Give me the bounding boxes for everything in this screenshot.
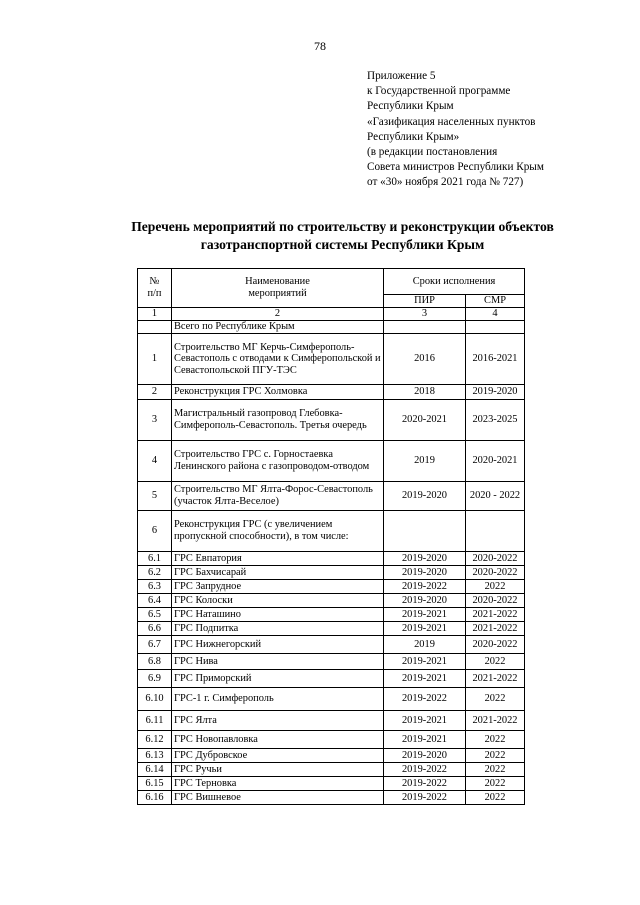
table-row [138,400,525,441]
header-deadlines: Сроки исполнения [384,269,525,295]
row-name: ГРС Ручьи [172,763,384,777]
row-smr: 2022 [466,731,525,749]
table-row [138,622,525,636]
total-label: Всего по Республике Крым [172,321,384,334]
row-smr: 2022 [466,654,525,670]
row-smr: 2022 [466,749,525,763]
row-name: ГРС Запрудное [172,580,384,594]
row-smr: 2020 - 2022 [466,482,525,511]
total-pir-cell [384,321,466,334]
table-row [138,566,525,580]
row-smr [466,511,525,552]
row-num: 6.14 [138,763,172,777]
row-name: ГРС-1 г. Симферополь [172,688,384,711]
table-row [138,688,525,711]
row-name: Строительство МГ Керчь-Симферополь-Севастополь с отводами к Симферопольской и Севастопольской ПГУ-ТЭС [172,334,384,385]
row-num: 3 [138,400,172,441]
table-row [138,777,525,791]
row-num: 6.10 [138,688,172,711]
row-num: 6 [138,511,172,552]
appendix-line: от «30» ноября 2021 года № 727) [367,176,524,189]
table-row [138,791,525,805]
row-name: ГРС Вишневое [172,791,384,805]
row-name: ГРС Наташино [172,608,384,622]
row-num: 6.6 [138,622,172,636]
row-smr: 2021-2022 [466,608,525,622]
appendix-line: Республики Крым [367,100,454,113]
page-number: 78 [314,39,326,53]
row-name: ГРС Нива [172,654,384,670]
header-smr: СМР [466,294,525,307]
title-line: газотранспортной системы Республики Крым [200,237,485,252]
row-name: ГРС Бахчисарай [172,566,384,580]
row-pir: 2020-2021 [384,400,466,441]
row-pir: 2019-2020 [384,749,466,763]
table-header-row [138,269,525,295]
row-pir: 2019-2020 [384,482,466,511]
row-name: ГРС Дубровское [172,749,384,763]
table-row [138,552,525,566]
row-pir: 2018 [384,385,466,400]
row-smr: 2020-2022 [466,594,525,608]
column-number: 2 [172,308,384,321]
appendix-block [367,69,617,191]
appendix-line: к Государственной программе [367,85,511,98]
table-row [138,482,525,511]
appendix-line: Республики Крым» [367,130,460,143]
row-pir: 2019-2021 [384,670,466,688]
row-pir: 2019-2021 [384,608,466,622]
row-num: 6.7 [138,636,172,654]
row-num: 6.8 [138,654,172,670]
row-num: 5 [138,482,172,511]
row-pir: 2019-2021 [384,622,466,636]
row-name: Реконструкция ГРС Холмовка [172,385,384,400]
row-pir: 2019-2021 [384,731,466,749]
row-num: 6.13 [138,749,172,763]
row-smr: 2020-2022 [466,552,525,566]
document-title [60,218,625,254]
row-name: Реконструкция ГРС (с увеличением пропускной способности), в том числе: [172,511,384,552]
row-smr: 2021-2022 [466,622,525,636]
row-pir: 2019-2020 [384,552,466,566]
row-smr: 2020-2022 [466,636,525,654]
row-name: ГРС Нижнегорский [172,636,384,654]
table-row [138,441,525,482]
row-name: Магистральный газопровод Глебовка-Симферополь-Севастополь. Третья очередь [172,400,384,441]
row-num: 6.9 [138,670,172,688]
row-pir: 2019-2022 [384,688,466,711]
row-num: 6.12 [138,731,172,749]
row-num: 6.3 [138,580,172,594]
row-pir [384,511,466,552]
row-num: 4 [138,441,172,482]
appendix-line: «Газификация населенных пунктов [367,115,536,128]
appendix-line: Совета министров Республики Крым [367,161,544,174]
row-smr: 2023-2025 [466,400,525,441]
row-pir: 2016 [384,334,466,385]
row-smr: 2022 [466,580,525,594]
row-pir: 2019-2020 [384,566,466,580]
row-smr: 2022 [466,688,525,711]
events-table [137,268,525,805]
row-num: 6.16 [138,791,172,805]
row-num: 6.4 [138,594,172,608]
title-line: Перечень мероприятий по строительству и реконструкции объектов [131,219,554,234]
table-row [138,731,525,749]
row-name: ГРС Ялта [172,711,384,731]
row-smr: 2022 [466,763,525,777]
row-num: 6.1 [138,552,172,566]
column-number: 3 [384,308,466,321]
row-num: 6.2 [138,566,172,580]
header-num: № п/п [138,269,172,308]
row-pir: 2019-2021 [384,654,466,670]
row-smr: 2021-2022 [466,711,525,731]
row-name: ГРС Колоски [172,594,384,608]
row-num: 6.11 [138,711,172,731]
table-row [138,580,525,594]
row-name: Строительство МГ Ялта-Форос-Севастополь (участок Ялта-Веселое) [172,482,384,511]
header-name: Наименование мероприятий [172,269,384,308]
row-num: 6.15 [138,777,172,791]
row-num: 2 [138,385,172,400]
appendix-line: Приложение 5 [367,70,436,82]
total-num-cell [138,321,172,334]
header-pir: ПИР [384,294,466,307]
table-row [138,670,525,688]
table-row [138,608,525,622]
row-name: ГРС Подпитка [172,622,384,636]
column-number: 4 [466,308,525,321]
row-pir: 2019-2022 [384,791,466,805]
row-name: ГРС Новопавловка [172,731,384,749]
row-smr: 2022 [466,791,525,805]
appendix-line: (в редакции постановления [367,146,498,159]
row-name: ГРС Приморский [172,670,384,688]
row-pir: 2019-2020 [384,594,466,608]
row-smr: 2019-2020 [466,385,525,400]
row-name: ГРС Евпатория [172,552,384,566]
row-pir: 2019-2022 [384,580,466,594]
table-row [138,511,525,552]
row-pir: 2019-2021 [384,711,466,731]
total-smr-cell [466,321,525,334]
row-num: 6.5 [138,608,172,622]
table-row [138,763,525,777]
row-name: Строительство ГРС с. Горностаевка Ленинского района с газопроводом-отводом [172,441,384,482]
row-name: ГРС Терновка [172,777,384,791]
row-pir: 2019 [384,636,466,654]
row-pir: 2019 [384,441,466,482]
row-smr: 2016-2021 [466,334,525,385]
table-row [138,654,525,670]
column-number-row [138,308,525,321]
row-smr: 2020-2021 [466,441,525,482]
row-pir: 2019-2022 [384,763,466,777]
table-row [138,636,525,654]
row-pir: 2019-2022 [384,777,466,791]
table-row [138,749,525,763]
table-row [138,385,525,400]
table-row [138,711,525,731]
row-smr: 2022 [466,777,525,791]
column-number: 1 [138,308,172,321]
row-smr: 2020-2022 [466,566,525,580]
total-row [138,321,525,334]
table-row [138,334,525,385]
row-num: 1 [138,334,172,385]
row-smr: 2021-2022 [466,670,525,688]
table-row [138,594,525,608]
